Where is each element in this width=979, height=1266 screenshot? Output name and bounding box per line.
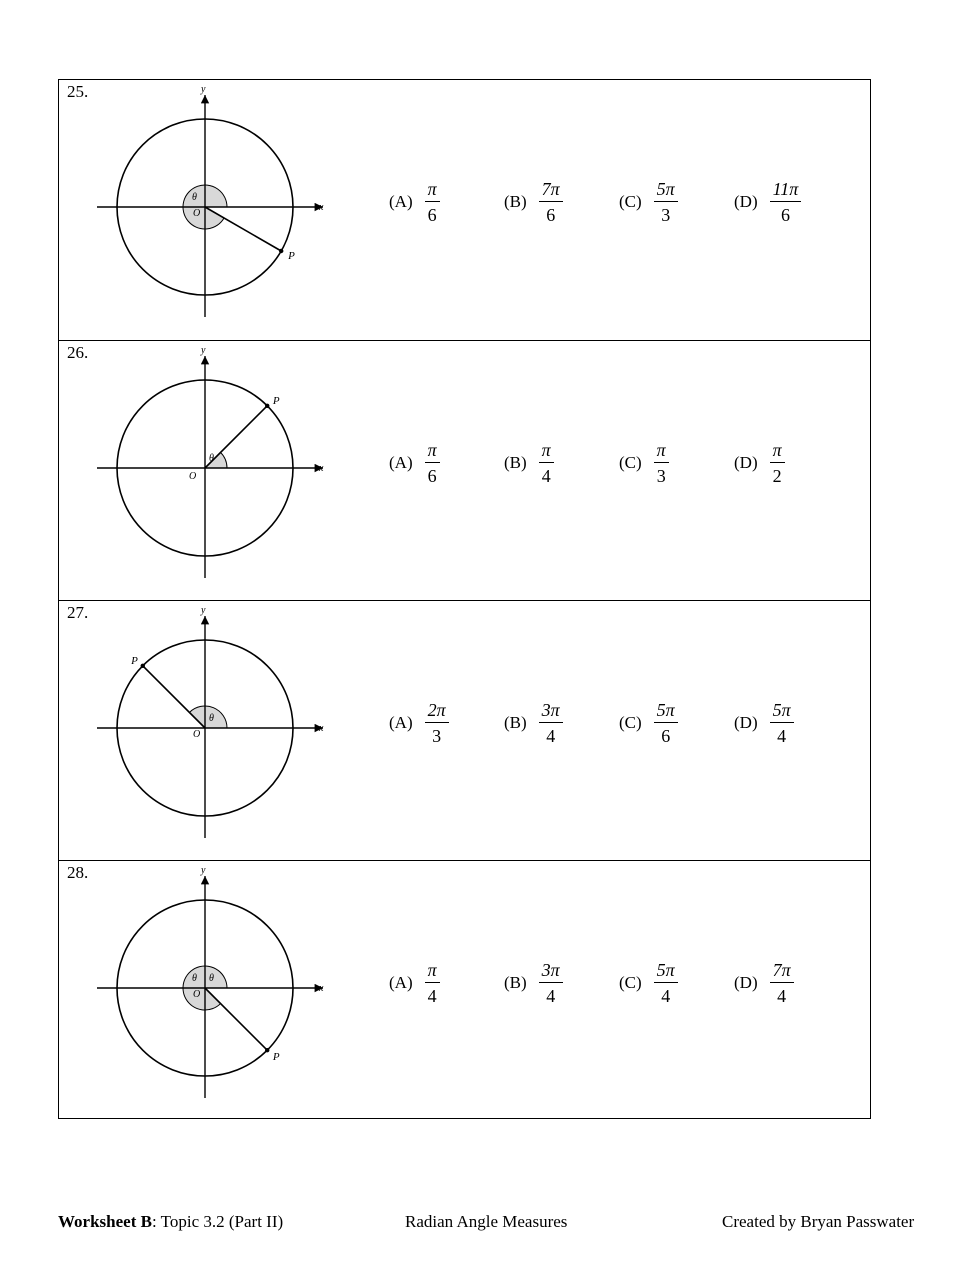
numerator-text: 5π bbox=[656, 700, 675, 720]
fraction-numerator bbox=[770, 961, 794, 983]
answer-option[interactable] bbox=[389, 180, 440, 224]
option-letter: (D) bbox=[734, 973, 758, 992]
option-letter: (C) bbox=[619, 713, 642, 732]
fraction-denominator: 4 bbox=[427, 986, 437, 1006]
option-fraction bbox=[770, 701, 794, 745]
fraction-numerator bbox=[654, 701, 678, 723]
footer-title: Radian Angle Measures bbox=[405, 1212, 568, 1231]
fraction-numerator bbox=[654, 441, 669, 463]
option-letter: (C) bbox=[619, 453, 642, 472]
footer-author: Created by Bryan Passwater bbox=[722, 1212, 915, 1231]
origin-label: O bbox=[193, 989, 201, 1000]
theta-label: θ bbox=[192, 192, 197, 203]
option-letter: (C) bbox=[619, 973, 642, 992]
option-fraction bbox=[425, 441, 440, 485]
question-number: 26. bbox=[67, 343, 89, 362]
numerator-text: π bbox=[656, 440, 666, 460]
y-axis-label: y bbox=[201, 84, 206, 95]
x-axis-label: x bbox=[319, 463, 324, 474]
option-letter: (B) bbox=[504, 453, 527, 472]
fraction-denominator: 6 bbox=[661, 726, 671, 746]
y-axis-label: y bbox=[201, 605, 206, 616]
answer-option[interactable] bbox=[619, 701, 678, 745]
option-letter: (D) bbox=[734, 192, 758, 211]
option-letter: (C) bbox=[619, 192, 642, 211]
question-number: 28. bbox=[67, 863, 89, 882]
answer-option[interactable] bbox=[504, 961, 563, 1005]
option-letter: (D) bbox=[734, 713, 758, 732]
origin-label: O bbox=[189, 471, 197, 482]
question-row bbox=[59, 860, 870, 1120]
fraction-denominator: 4 bbox=[777, 986, 787, 1006]
unit-circle-figure bbox=[95, 341, 335, 599]
option-letter: (B) bbox=[504, 713, 527, 732]
numerator-text: π bbox=[427, 179, 437, 199]
fraction-denominator: 4 bbox=[546, 726, 556, 746]
answer-option[interactable] bbox=[734, 441, 785, 485]
option-letter: (A) bbox=[389, 453, 413, 472]
numerator-text: 5π bbox=[656, 960, 675, 980]
fraction-numerator bbox=[425, 180, 440, 202]
answer-option[interactable] bbox=[734, 961, 794, 1005]
point-p-label: P bbox=[131, 655, 138, 668]
numerator-text: 3π bbox=[541, 700, 560, 720]
answer-option[interactable] bbox=[619, 441, 669, 485]
option-fraction bbox=[654, 961, 678, 1005]
question-row bbox=[59, 340, 870, 600]
numerator-text: π bbox=[427, 960, 437, 980]
answer-option[interactable] bbox=[504, 180, 563, 224]
answer-option[interactable] bbox=[389, 701, 449, 745]
option-fraction bbox=[770, 180, 802, 224]
question-number: 27. bbox=[67, 603, 89, 622]
questions-table bbox=[58, 79, 871, 1119]
option-fraction bbox=[654, 441, 669, 485]
numerator-text: π bbox=[427, 440, 437, 460]
unit-circle-figure bbox=[95, 80, 335, 338]
terminal-ray bbox=[143, 666, 205, 728]
theta-label: θ bbox=[209, 973, 214, 984]
option-letter: (D) bbox=[734, 453, 758, 472]
fraction-denominator: 3 bbox=[656, 466, 666, 486]
theta-label: θ bbox=[192, 973, 197, 984]
footer-topic: : Topic 3.2 (Part II) bbox=[151, 1212, 284, 1231]
fraction-denominator: 6 bbox=[780, 205, 790, 225]
footer-worksheet bbox=[58, 1212, 283, 1232]
answer-option[interactable] bbox=[504, 441, 554, 485]
terminal-ray bbox=[205, 207, 281, 251]
answer-option[interactable] bbox=[389, 441, 440, 485]
answer-option[interactable] bbox=[389, 961, 440, 1005]
fraction-numerator bbox=[539, 441, 554, 463]
y-axis-label: y bbox=[201, 865, 206, 876]
fraction-numerator bbox=[425, 961, 440, 983]
theta-label: θ bbox=[209, 713, 214, 724]
fraction-numerator bbox=[770, 180, 802, 202]
fraction-denominator: 3 bbox=[432, 726, 442, 746]
footer-worksheet-bold: Worksheet B bbox=[58, 1212, 152, 1231]
fraction-numerator bbox=[539, 701, 563, 723]
fraction-denominator: 3 bbox=[661, 205, 671, 225]
fraction-denominator: 2 bbox=[772, 466, 782, 486]
question-row bbox=[59, 600, 870, 860]
point-p-marker bbox=[265, 1048, 269, 1052]
fraction-numerator bbox=[539, 180, 563, 202]
numerator-text: 3π bbox=[541, 960, 560, 980]
numerator-text: 7π bbox=[541, 179, 560, 199]
fraction-denominator: 6 bbox=[546, 205, 556, 225]
option-fraction bbox=[539, 961, 563, 1005]
x-axis-label: x bbox=[319, 723, 324, 734]
numerator-text: π bbox=[772, 440, 782, 460]
terminal-ray bbox=[205, 988, 267, 1050]
point-p-marker bbox=[141, 664, 145, 668]
option-letter: (A) bbox=[389, 713, 413, 732]
fraction-numerator bbox=[425, 701, 449, 723]
x-axis-label: x bbox=[319, 983, 324, 994]
fraction-numerator bbox=[770, 441, 785, 463]
point-p-label: P bbox=[288, 250, 295, 262]
origin-label: O bbox=[193, 208, 201, 219]
option-letter: (B) bbox=[504, 973, 527, 992]
option-letter: (A) bbox=[389, 973, 413, 992]
answer-option[interactable] bbox=[734, 701, 794, 745]
fraction-denominator: 4 bbox=[777, 726, 787, 746]
point-p-marker bbox=[265, 404, 269, 408]
numerator-text: 11π bbox=[772, 179, 799, 199]
option-fraction bbox=[654, 180, 678, 224]
question-number: 25. bbox=[67, 82, 89, 101]
option-fraction bbox=[654, 701, 678, 745]
answer-option[interactable] bbox=[619, 180, 678, 224]
fraction-denominator: 4 bbox=[661, 986, 671, 1006]
fraction-numerator bbox=[654, 180, 678, 202]
option-fraction bbox=[770, 961, 794, 1005]
fraction-denominator: 6 bbox=[427, 466, 437, 486]
answer-option[interactable] bbox=[619, 961, 678, 1005]
option-fraction bbox=[425, 701, 449, 745]
option-fraction bbox=[539, 701, 563, 745]
numerator-text: 5π bbox=[772, 700, 791, 720]
point-p-label: P bbox=[272, 1050, 280, 1063]
unit-circle-figure bbox=[95, 861, 335, 1119]
answer-option[interactable] bbox=[734, 180, 801, 224]
fraction-numerator bbox=[654, 961, 678, 983]
fraction-denominator: 4 bbox=[546, 986, 556, 1006]
fraction-denominator: 4 bbox=[541, 466, 551, 486]
option-fraction bbox=[539, 441, 554, 485]
fraction-numerator bbox=[425, 441, 440, 463]
fraction-numerator bbox=[770, 701, 794, 723]
option-fraction bbox=[539, 180, 563, 224]
origin-label: O bbox=[193, 729, 201, 740]
x-axis-label: x bbox=[319, 202, 324, 213]
option-fraction bbox=[425, 180, 440, 224]
terminal-ray bbox=[205, 406, 267, 468]
fraction-denominator: 6 bbox=[427, 205, 437, 225]
numerator-text: π bbox=[541, 440, 551, 460]
point-p-marker bbox=[279, 249, 283, 253]
question-row bbox=[59, 80, 870, 340]
fraction-numerator bbox=[539, 961, 563, 983]
option-fraction bbox=[770, 441, 785, 485]
option-fraction bbox=[425, 961, 440, 1005]
unit-circle-figure bbox=[95, 601, 335, 859]
numerator-text: 5π bbox=[656, 179, 675, 199]
y-axis-label: y bbox=[201, 345, 206, 356]
answer-option[interactable] bbox=[504, 701, 563, 745]
numerator-text: 2π bbox=[427, 700, 446, 720]
theta-label: θ bbox=[209, 453, 214, 464]
option-letter: (A) bbox=[389, 192, 413, 211]
point-p-label: P bbox=[272, 395, 280, 408]
option-letter: (B) bbox=[504, 192, 527, 211]
numerator-text: 7π bbox=[772, 960, 791, 980]
